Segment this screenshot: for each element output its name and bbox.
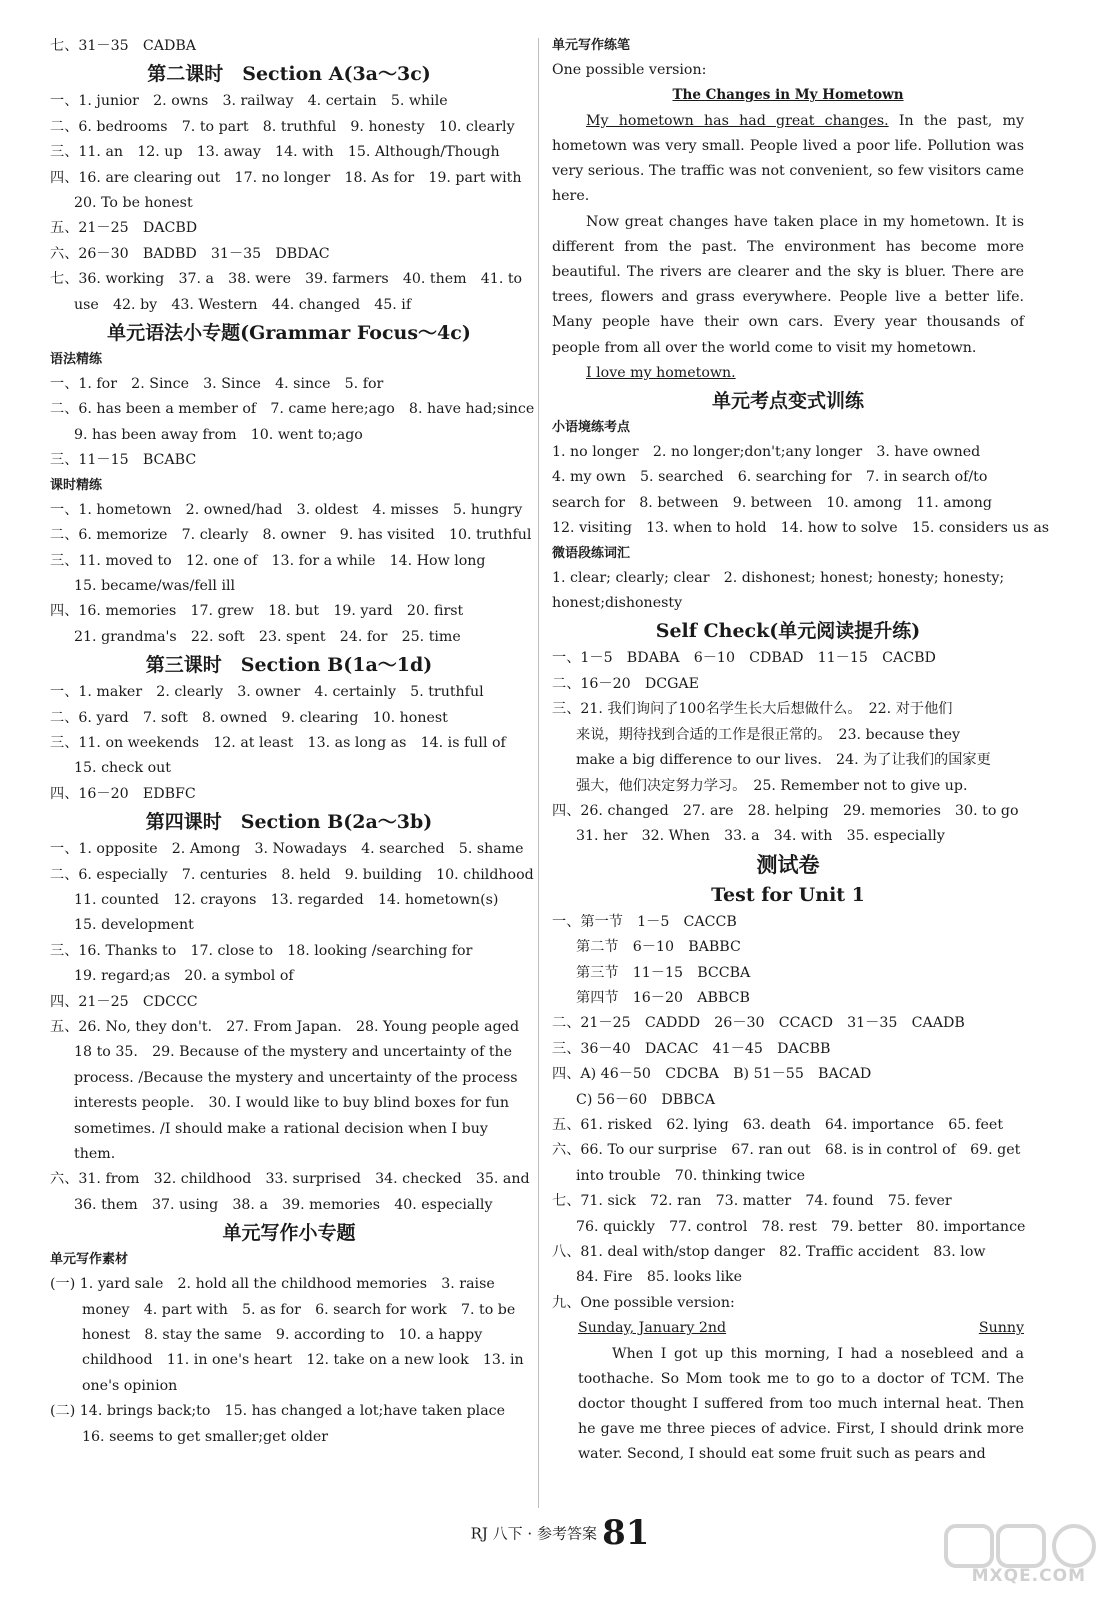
answer-line: 四、A) 46－50 CDCBA B) 51－55 BACAD <box>552 1066 872 1083</box>
answer-line: 一、第一节 1－5 CACCB <box>552 913 737 930</box>
answer-line: honest 8. stay the same 9. according to 10. a happy <box>82 1327 483 1344</box>
answer-line: 一、1. maker 2. clearly 3. owner 4. certainly 5. truthful <box>50 684 484 701</box>
answer-line: 一、1. opposite 2. Among 3. Nowadays 4. searched 5. shame <box>50 841 524 858</box>
answer-line: 强大，他们决定努力学习。 25. Remember not to give up. <box>576 777 968 794</box>
answer-line: 第四节 16－20 ABBCB <box>576 989 750 1006</box>
answer-line: 四、16. memories 17. grew 18. but 19. yard 20. first <box>50 603 464 620</box>
answer-line: 31. her 32. When 33. a 34. with 35. especially <box>576 828 945 845</box>
answer-line: 九、One possible version: <box>552 1294 735 1311</box>
answer-line: 一、1. hometown 2. owned/had 3. oldest 4. misses 5. hungry <box>50 501 523 518</box>
essay-paragraph <box>552 361 1024 386</box>
underlined-sentence: My hometown has had great changes. <box>586 112 889 129</box>
section-heading: 单元考点变式训练 <box>711 390 864 413</box>
answer-line: (二) 14. brings back;to 15. has changed a lot;have taken place <box>50 1403 506 1420</box>
paragraph-text: In the past, my hometown was very small. People lived a poor life. Pollution was very serious. The traffic was not convenient, so few visitors came here. <box>552 112 1024 205</box>
diary-date: Sunday, January 2nd <box>578 1320 727 1337</box>
column-divider <box>538 38 539 1508</box>
answer-line: 15. check out <box>74 760 171 777</box>
answer-line: 七、36. working 37. a 38. were 39. farmers 40. them 41. to <box>50 271 523 288</box>
paragraph-text: Now great changes have taken place in my hometown. It is different from the past. The environment has become more beautiful. The rivers are clearer and the sky is bluer. There are trees, flowers and grass everywhere. People live a better life. Many people have their own cars. Every year thousands of people from all over the world come to visit my hometown. <box>552 213 1024 356</box>
answer-line: make a big difference to our lives. 24. 为了让我们的国家更 <box>576 752 991 769</box>
answer-line: 二、6. memorize 7. clearly 8. owner 9. has visited 10. truthful <box>50 527 532 544</box>
section-heading: 测试卷 <box>756 851 820 877</box>
answer-line: 16. seems to get smaller;get older <box>82 1428 329 1445</box>
left-column <box>50 34 535 1450</box>
answer-line: One possible version: <box>552 62 707 78</box>
section-heading: 单元写作小专题 <box>222 1222 356 1245</box>
paragraph-text: When I got up this morning, I had a nosebleed and a toothache. So Mom took me to go to a doctor of TCM. The doctor thought I suffered from too much internal heat. Then he gave me three pieces of advice. First, I should drink more water. Second, I should eat some fruit such as pears and <box>578 1345 1024 1463</box>
answer-line: 20. To be honest <box>74 195 193 212</box>
subsection-label: 单元写作素材 <box>50 1252 129 1268</box>
answer-line: 八、81. deal with/stop danger 82. Traffic accident 83. low <box>552 1244 986 1261</box>
answer-line: 三、11. moved to 12. one of 13. for a while 14. How long <box>50 552 486 569</box>
answer-line: 四、16－20 EDBFC <box>50 785 196 802</box>
answer-line: 六、26－30 BADBD 31－35 DBDAC <box>50 245 330 262</box>
answer-line: 五、21－25 DACBD <box>50 220 198 237</box>
section-heading: 第四课时 Section B(2a～3b) <box>145 811 433 834</box>
answer-line: 9. has been away from 10. went to;ago <box>74 426 363 443</box>
answer-line: 15. development <box>74 917 194 934</box>
answer-line: 11. counted 12. crayons 13. regarded 14. hometown(s) <box>74 891 499 908</box>
answer-line: 一、1－5 BDABA 6－10 CDBAD 11－15 CACBD <box>552 650 936 667</box>
answer-line: 二、6. has been a member of 7. came here;ago 8. have had;since <box>50 401 535 418</box>
answer-line: 19. regard;as 20. a symbol of <box>74 968 294 985</box>
answer-line: 三、16. Thanks to 17. close to 18. looking /searching for <box>50 942 473 959</box>
page-number: 81 <box>602 1513 650 1553</box>
answer-line: one's opinion <box>82 1377 178 1394</box>
section-heading: Self Check(单元阅读提升练) <box>655 620 921 643</box>
answer-line: 五、26. No, they don't. 27. From Japan. 28. Young people aged <box>50 1019 520 1035</box>
answer-line: money 4. part with 5. as for 6. search for work 7. to be <box>82 1301 516 1318</box>
answer-line: C) 56－60 DBBCA <box>576 1091 715 1108</box>
section-heading: 第三课时 Section B(1a～1d) <box>145 654 433 677</box>
section-heading: Test for Unit 1 <box>711 883 865 906</box>
answer-line: 第二节 6－10 BABBC <box>576 939 741 956</box>
essay-paragraph <box>552 1342 1024 1468</box>
essay-title-row <box>552 83 1024 108</box>
answer-line: honest;dishonesty <box>552 595 683 612</box>
answer-line: 四、26. changed 27. are 28. helping 29. memories 30. to go <box>552 802 1019 819</box>
answer-line: 21. grandma's 22. soft 23. spent 24. for 25. time <box>74 628 461 645</box>
answer-line: (一) 1. yard sale 2. hold all the childhood memories 3. raise <box>50 1276 495 1293</box>
subsection-label: 课时精练 <box>50 477 103 493</box>
diary-header <box>552 1316 1024 1341</box>
answer-line: 二、21－25 CADDD 26－30 CCACD 31－35 CAADB <box>552 1015 965 1032</box>
answer-line: 18 to 35. 29. Because of the mystery and uncertainty of the <box>74 1044 513 1061</box>
answer-line: 七、71. sick 72. ran 73. matter 74. found 75. fever <box>552 1193 952 1210</box>
watermark-logo <box>936 1522 1106 1592</box>
answer-line: 三、21. 我们询问了100名学生长大后想做什么。 22. 对于他们 <box>552 701 953 718</box>
answer-line: interests people. 30. I would like to buy blind boxes for fun <box>74 1095 509 1112</box>
answer-line: 三、11. on weekends 12. at least 13. as long as 14. is full of <box>50 734 506 751</box>
answer-line: 四、16. are clearing out 17. no longer 18. As for 19. part with <box>50 169 522 186</box>
answer-line: into trouble 70. thinking twice <box>576 1167 805 1184</box>
watermark-text: MXQE.COM <box>971 1566 1086 1586</box>
answer-line: 1. no longer 2. no longer;don't;any longer 3. have owned <box>552 444 981 461</box>
footer-label: RJ 八下 · 参考答案 <box>470 1524 597 1543</box>
answer-line: 三、11－15 BCABC <box>50 452 197 469</box>
answer-line: 五、61. risked 62. lying 63. death 64. importance 65. feet <box>552 1116 1004 1133</box>
answer-line: them. <box>74 1146 116 1163</box>
answer-line: 84. Fire 85. looks like <box>576 1269 742 1286</box>
answer-line: 76. quickly 77. control 78. rest 79. better 80. importance <box>576 1218 1026 1235</box>
essay-title: The Changes in My Hometown <box>672 87 904 104</box>
answer-line: 六、66. To our surprise 67. ran out 68. is in control of 69. get <box>552 1142 1021 1159</box>
essay-paragraph <box>552 109 1024 210</box>
subsection-label: 单元写作练笔 <box>552 38 631 53</box>
subsection-label: 小语境练考点 <box>552 420 631 436</box>
answer-line: 12. visiting 13. when to hold 14. how to solve 15. considers us as <box>552 520 1050 537</box>
underlined-sentence: I love my hometown. <box>586 364 736 381</box>
answer-line: 一、1. for 2. Since 3. Since 4. since 5. for <box>50 376 384 393</box>
answer-line: 四、21－25 CDCCC <box>50 993 198 1010</box>
right-column <box>552 34 1050 1468</box>
subsection-label: 语法精练 <box>50 352 103 368</box>
answer-line: 36. them 37. using 38. a 39. memories 40. especially <box>74 1196 493 1213</box>
answer-line: search for 8. between 9. between 10. among 11. among <box>552 494 992 511</box>
answer-line: 1. clear; clearly; clear 2. dishonest; honest; honesty; honesty; <box>552 569 1005 586</box>
answer-line: 4. my own 5. searched 6. searching for 7. in search of/to <box>552 469 988 486</box>
answer-line: 三、11. an 12. up 13. away 14. with 15. Although/Though <box>50 144 500 161</box>
answer-line: 六、31. from 32. childhood 33. surprised 34. checked 35. and <box>50 1171 530 1188</box>
answer-line: childhood 11. in one's heart 12. take on a new look 13. in <box>82 1352 524 1369</box>
answer-line: 一、1. junior 2. owns 3. railway 4. certain 5. while <box>50 93 448 110</box>
section-heading: 单元语法小专题(Grammar Focus～4c) <box>107 322 471 345</box>
answer-line: 七、31－35 CADBA <box>50 38 197 54</box>
answer-line: process. /Because the mystery and uncertainty of the process <box>74 1069 518 1086</box>
answer-line: 二、6. bedrooms 7. to part 8. truthful 9. honesty 10. clearly <box>50 118 515 135</box>
answer-line: 三、36－40 DACAC 41－45 DACBB <box>552 1040 831 1057</box>
essay-paragraph <box>552 210 1024 361</box>
answer-line: use 42. by 43. Western 44. changed 45. if <box>74 296 412 313</box>
answer-line: 15. became/was/fell ill <box>74 577 236 594</box>
answer-line: 第三节 11－15 BCCBA <box>576 964 751 981</box>
answer-line: 二、6. yard 7. soft 8. owned 9. clearing 10. honest <box>50 709 448 726</box>
answer-line: 来说，期待找到合适的工作是很正常的。 23. because they <box>576 726 960 743</box>
answer-line: 二、16－20 DCGAE <box>552 675 700 692</box>
answer-line: 二、6. especially 7. centuries 8. held 9. building 10. childhood <box>50 866 534 883</box>
section-heading: 第二课时 Section A(3a～3c) <box>147 63 431 86</box>
subsection-label: 微语段练词汇 <box>552 545 631 561</box>
diary-weather: Sunny <box>978 1320 1024 1337</box>
answer-line: sometimes. /I should make a rational decision when I buy <box>74 1120 488 1137</box>
